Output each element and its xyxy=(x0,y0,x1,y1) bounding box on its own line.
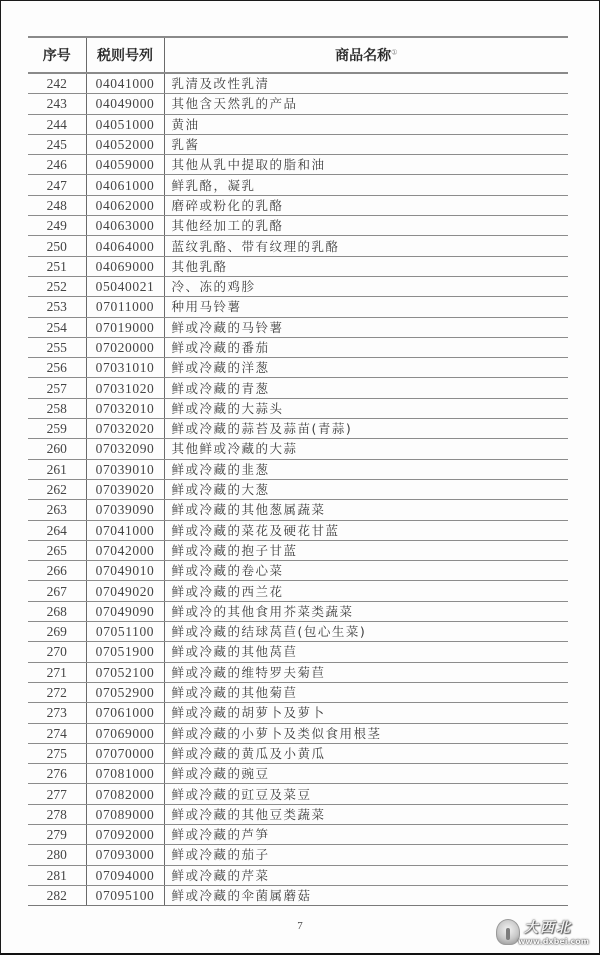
product-name-cell: 鲜或冷藏的其他豆类蔬菜 xyxy=(164,804,568,824)
header-serial: 序号 xyxy=(28,37,86,73)
product-name-cell: 其他乳酪 xyxy=(164,256,568,276)
tariff-code-cell: 07070000 xyxy=(86,743,164,763)
serial-cell: 276 xyxy=(28,764,86,784)
serial-cell: 281 xyxy=(28,865,86,885)
tariff-code-cell: 04052000 xyxy=(86,134,164,154)
product-name-cell: 鲜或冷藏的西兰花 xyxy=(164,581,568,601)
tariff-code-cell: 07069000 xyxy=(86,723,164,743)
tariff-code-cell: 07081000 xyxy=(86,764,164,784)
tariff-code-cell: 07093000 xyxy=(86,845,164,865)
tariff-code-cell: 05040021 xyxy=(86,276,164,296)
tariff-code-cell: 04064000 xyxy=(86,236,164,256)
tariff-code-cell: 07011000 xyxy=(86,297,164,317)
product-name-cell: 鲜或冷藏的豌豆 xyxy=(164,764,568,784)
product-name-cell: 鲜或冷藏的蒜苔及蒜苗(青蒜) xyxy=(164,419,568,439)
serial-cell: 247 xyxy=(28,175,86,195)
product-name-cell: 黄油 xyxy=(164,114,568,134)
product-name-cell: 鲜或冷藏的菜花及硬花甘蓝 xyxy=(164,520,568,540)
serial-cell: 258 xyxy=(28,398,86,418)
product-name-cell: 鲜或冷藏的芦笋 xyxy=(164,824,568,844)
tariff-code-cell: 07032010 xyxy=(86,398,164,418)
tariff-code-cell: 07049090 xyxy=(86,601,164,621)
serial-cell: 282 xyxy=(28,885,86,905)
watermark-url: www.dxbei.com xyxy=(518,937,590,946)
product-name-cell: 鲜或冷藏的韭葱 xyxy=(164,459,568,479)
serial-cell: 266 xyxy=(28,561,86,581)
tariff-code-cell: 04051000 xyxy=(86,114,164,134)
product-name-cell: 鲜或冷藏的其他莴苣 xyxy=(164,642,568,662)
product-name-cell: 鲜或冷藏的卷心菜 xyxy=(164,561,568,581)
serial-cell: 253 xyxy=(28,297,86,317)
tariff-code-cell: 07020000 xyxy=(86,337,164,357)
serial-cell: 256 xyxy=(28,358,86,378)
tariff-code-cell: 07094000 xyxy=(86,865,164,885)
tariff-code-cell: 07095100 xyxy=(86,885,164,905)
product-name-cell: 鲜或冷藏的小萝卜及类似食用根茎 xyxy=(164,723,568,743)
product-name-cell: 乳酱 xyxy=(164,134,568,154)
serial-cell: 255 xyxy=(28,337,86,357)
serial-cell: 250 xyxy=(28,236,86,256)
serial-cell: 248 xyxy=(28,195,86,215)
serial-cell: 246 xyxy=(28,155,86,175)
product-name-cell: 蓝纹乳酪、带有纹理的乳酪 xyxy=(164,236,568,256)
product-name-cell: 鲜或冷藏的芹菜 xyxy=(164,865,568,885)
product-name-cell: 其他鲜或冷藏的大蒜 xyxy=(164,439,568,459)
serial-cell: 267 xyxy=(28,581,86,601)
tariff-code-cell: 07042000 xyxy=(86,540,164,560)
serial-cell: 279 xyxy=(28,824,86,844)
serial-cell: 260 xyxy=(28,439,86,459)
serial-cell: 272 xyxy=(28,682,86,702)
product-name-cell: 鲜或冷藏的豇豆及菜豆 xyxy=(164,784,568,804)
tariff-code-cell: 07019000 xyxy=(86,317,164,337)
watermark-name: 大西北 xyxy=(524,920,572,936)
tariff-code-cell: 07052900 xyxy=(86,682,164,702)
tariff-code-cell: 04049000 xyxy=(86,94,164,114)
product-name-cell: 鲜或冷藏的其他葱属蔬菜 xyxy=(164,500,568,520)
product-name-cell: 乳清及改性乳清 xyxy=(164,73,568,94)
serial-cell: 280 xyxy=(28,845,86,865)
tariff-code-cell: 04063000 xyxy=(86,216,164,236)
serial-cell: 259 xyxy=(28,419,86,439)
product-name-cell: 鲜或冷藏的胡萝卜及萝卜 xyxy=(164,703,568,723)
tariff-code-cell: 07049010 xyxy=(86,561,164,581)
tariff-code-cell: 07031020 xyxy=(86,378,164,398)
product-name-cell: 鲜或冷的其他食用芥菜类蔬菜 xyxy=(164,601,568,621)
serial-cell: 243 xyxy=(28,94,86,114)
serial-cell: 257 xyxy=(28,378,86,398)
product-name-cell: 鲜或冷藏的黄瓜及小黄瓜 xyxy=(164,743,568,763)
serial-cell: 265 xyxy=(28,540,86,560)
serial-cell: 262 xyxy=(28,479,86,499)
serial-cell: 244 xyxy=(28,114,86,134)
tariff-code-cell: 07039010 xyxy=(86,459,164,479)
header-product-name-label: 商品名称 xyxy=(335,48,392,64)
tariff-code-cell: 07082000 xyxy=(86,784,164,804)
product-name-cell: 磨碎或粉化的乳酪 xyxy=(164,195,568,215)
tariff-code-cell: 07049020 xyxy=(86,581,164,601)
product-name-cell: 其他含天然乳的产品 xyxy=(164,94,568,114)
tariff-code-cell: 04062000 xyxy=(86,195,164,215)
tariff-code-cell: 04059000 xyxy=(86,155,164,175)
product-name-cell: 鲜或冷藏的茄子 xyxy=(164,845,568,865)
header-tariff-code: 税则号列 xyxy=(86,37,164,73)
product-name-cell: 其他经加工的乳酪 xyxy=(164,216,568,236)
tariff-code-cell: 07051100 xyxy=(86,622,164,642)
tariff-code-cell: 04069000 xyxy=(86,256,164,276)
serial-cell: 275 xyxy=(28,743,86,763)
tariff-code-cell: 07031010 xyxy=(86,358,164,378)
product-name-cell: 鲜或冷藏的马铃薯 xyxy=(164,317,568,337)
tariff-code-cell: 07039020 xyxy=(86,479,164,499)
serial-cell: 278 xyxy=(28,804,86,824)
serial-cell: 277 xyxy=(28,784,86,804)
product-name-cell: 鲜乳酪，凝乳 xyxy=(164,175,568,195)
serial-cell: 271 xyxy=(28,662,86,682)
serial-cell: 269 xyxy=(28,622,86,642)
product-name-cell: 鲜或冷藏的其他菊苣 xyxy=(164,682,568,702)
tariff-code-cell: 07052100 xyxy=(86,662,164,682)
product-name-cell: 鲜或冷藏的大葱 xyxy=(164,479,568,499)
tariff-code-cell: 07032090 xyxy=(86,439,164,459)
tariff-code-cell: 07039090 xyxy=(86,500,164,520)
product-name-cell: 鲜或冷藏的青葱 xyxy=(164,378,568,398)
serial-cell: 249 xyxy=(28,216,86,236)
tariff-code-cell: 07032020 xyxy=(86,419,164,439)
product-name-cell: 鲜或冷藏的洋葱 xyxy=(164,358,568,378)
serial-cell: 252 xyxy=(28,276,86,296)
product-name-cell: 冷、冻的鸡胗 xyxy=(164,276,568,296)
product-name-cell: 鲜或冷藏的大蒜头 xyxy=(164,398,568,418)
tariff-code-cell: 07041000 xyxy=(86,520,164,540)
page-number: 7 xyxy=(297,920,303,932)
product-name-cell: 鲜或冷藏的结球莴苣(包心生菜) xyxy=(164,622,568,642)
serial-cell: 245 xyxy=(28,134,86,154)
serial-cell: 263 xyxy=(28,500,86,520)
serial-cell: 274 xyxy=(28,723,86,743)
tariff-code-cell: 04061000 xyxy=(86,175,164,195)
product-name-cell: 其他从乳中提取的脂和油 xyxy=(164,155,568,175)
serial-cell: 242 xyxy=(28,73,86,94)
footnote-marker: ① xyxy=(391,48,398,57)
product-name-cell: 鲜或冷藏的番茄 xyxy=(164,337,568,357)
serial-cell: 273 xyxy=(28,703,86,723)
product-name-cell: 种用马铃薯 xyxy=(164,297,568,317)
product-name-cell: 鲜或冷藏的维特罗夫菊苣 xyxy=(164,662,568,682)
tariff-code-cell: 07061000 xyxy=(86,703,164,723)
serial-cell: 261 xyxy=(28,459,86,479)
serial-cell: 270 xyxy=(28,642,86,662)
tariff-code-cell: 07089000 xyxy=(86,804,164,824)
product-name-cell: 鲜或冷藏的伞菌属蘑菇 xyxy=(164,885,568,905)
tariff-code-cell: 07092000 xyxy=(86,824,164,844)
serial-cell: 251 xyxy=(28,256,86,276)
serial-cell: 254 xyxy=(28,317,86,337)
tariff-code-cell: 07051900 xyxy=(86,642,164,662)
serial-cell: 264 xyxy=(28,520,86,540)
serial-cell: 268 xyxy=(28,601,86,621)
product-name-cell: 鲜或冷藏的抱子甘蓝 xyxy=(164,540,568,560)
tariff-code-cell: 04041000 xyxy=(86,73,164,94)
